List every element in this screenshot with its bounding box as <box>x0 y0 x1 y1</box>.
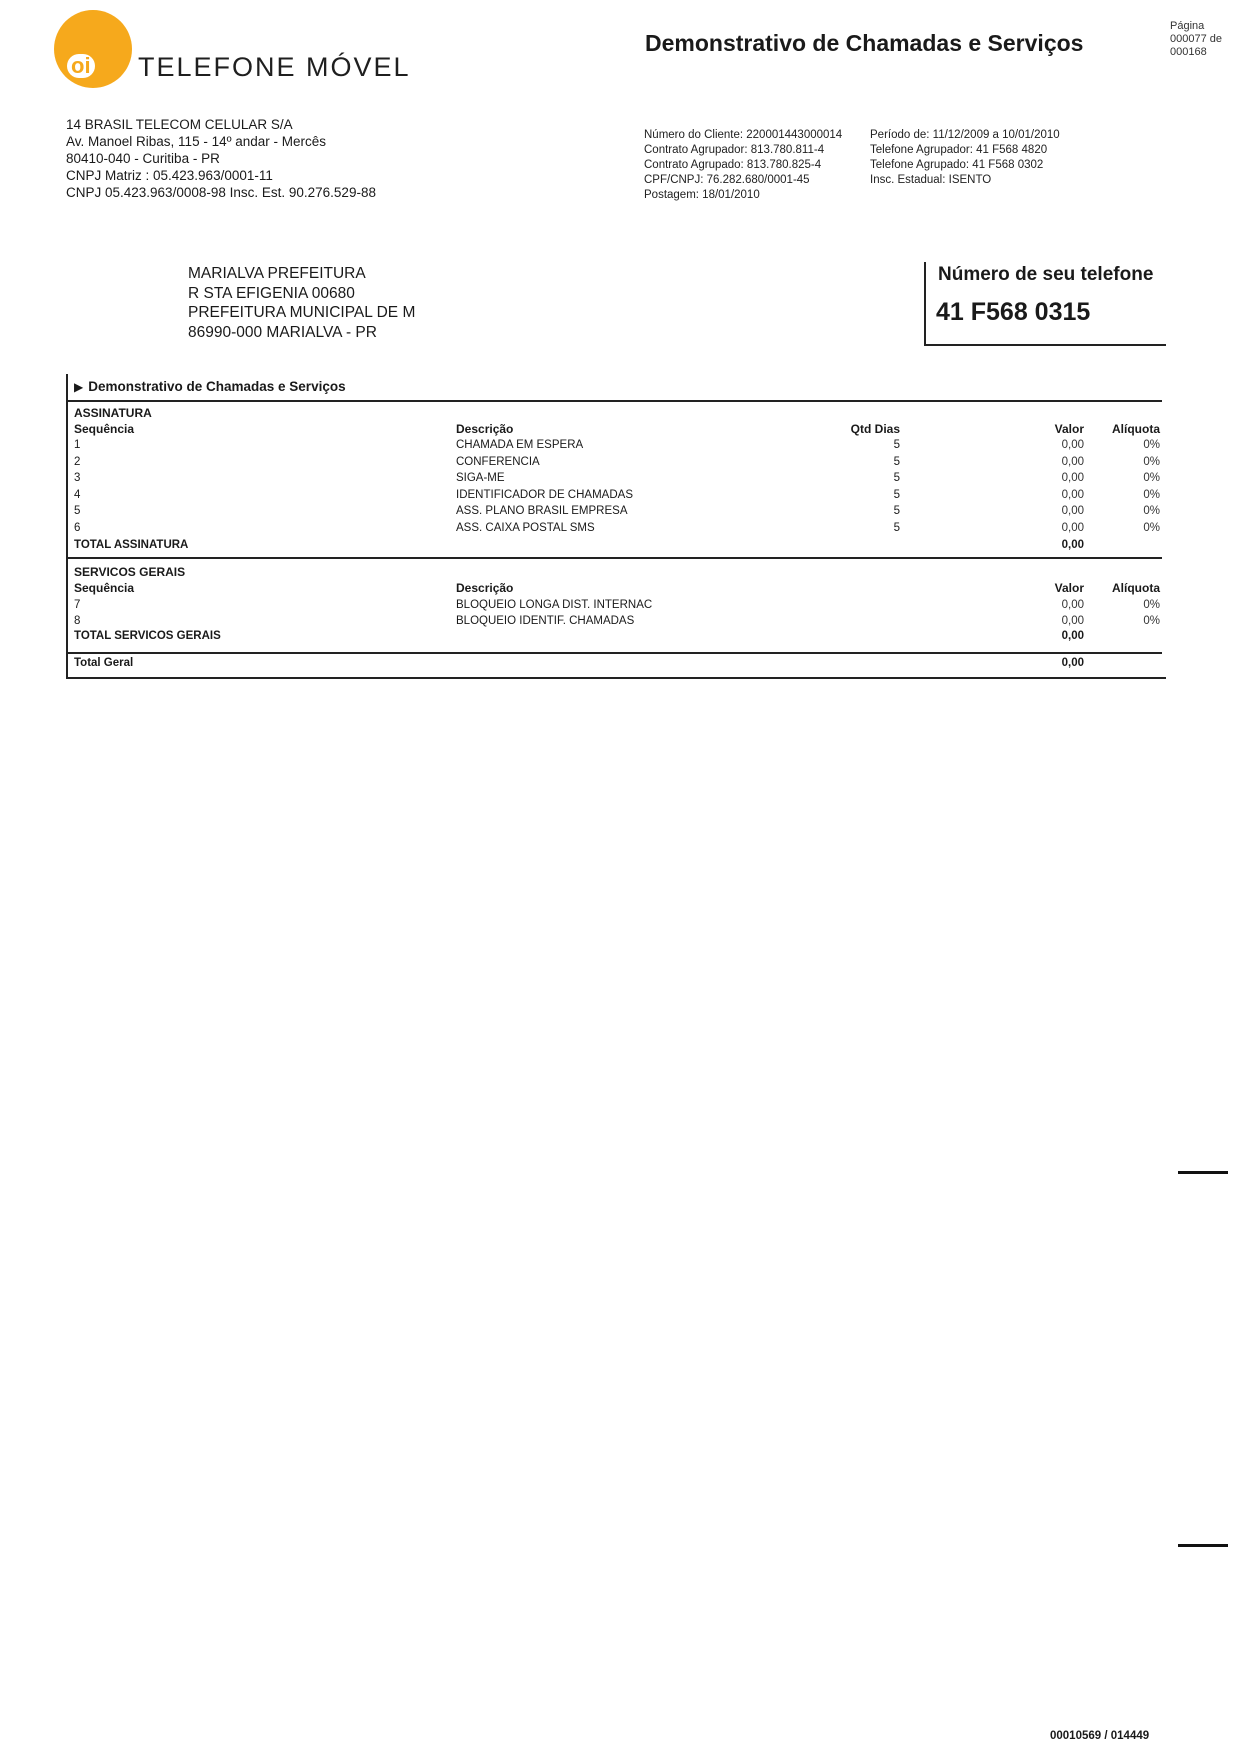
account-line: Postagem: 18/01/2010 <box>644 189 760 201</box>
cell-seq: 4 <box>74 488 81 501</box>
cell-qtd: 5 <box>893 521 900 534</box>
cell-desc: ASS. PLANO BRASIL EMPRESA <box>456 505 628 517</box>
page-line: 000077 de <box>1170 33 1222 45</box>
company-line: CNPJ 05.423.963/0008-98 Insc. Est. 90.276.529-88 <box>66 185 376 200</box>
section-title: SERVICOS GERAIS <box>74 565 186 579</box>
account-line: Telefone Agrupado: 41 F568 0302 <box>870 159 1044 171</box>
registration-mark <box>1178 1544 1228 1547</box>
document-code: 00010569 / 014449 <box>1050 1730 1150 1742</box>
account-line: Contrato Agrupado: 813.780.825-4 <box>644 159 822 171</box>
table-row <box>74 503 1162 519</box>
cell-seq: 7 <box>74 599 81 611</box>
cell-desc: BLOQUEIO LONGA DIST. INTERNAC <box>456 599 653 611</box>
cell-desc: CHAMADA EM ESPERA <box>456 439 584 451</box>
cell-seq: 8 <box>74 615 81 627</box>
table-header-row <box>74 421 1162 437</box>
account-line: CPF/CNPJ: 76.282.680/0001-45 <box>644 174 810 186</box>
cell-valor: 0,00 <box>1061 521 1084 534</box>
cell-seq: 3 <box>74 472 81 484</box>
cell-desc: IDENTIFICADOR DE CHAMADAS <box>456 488 633 501</box>
cell-valor: 0,00 <box>1061 599 1084 611</box>
header-sequencia: Sequência <box>74 581 135 595</box>
recipient-line: R STA EFIGENIA 00680 <box>188 284 355 302</box>
account-info-left <box>644 128 842 203</box>
registration-mark <box>1178 1171 1228 1174</box>
cell-seq: 5 <box>74 505 81 517</box>
cell-aliquota: 0% <box>1143 599 1160 611</box>
phone-number: 41 F568 0315 <box>936 298 1091 326</box>
cell-desc: CONFERENCIA <box>456 455 540 468</box>
recipient-line: MARIALVA PREFEITURA <box>188 265 366 282</box>
cell-aliquota: 0% <box>1143 521 1160 534</box>
total-assinatura-label: TOTAL ASSINATURA <box>74 539 189 551</box>
total-assinatura-value: 0,00 <box>1061 539 1084 551</box>
phone-label: Número de seu telefone <box>938 264 1154 285</box>
statement-heading-label: Demonstrativo de Chamadas e Serviços <box>88 379 346 394</box>
header-aliquota: Alíquota <box>1112 581 1160 595</box>
cell-qtd: 5 <box>893 472 900 484</box>
page-line: 000168 <box>1170 46 1207 58</box>
cell-aliquota: 0% <box>1143 488 1160 501</box>
cell-desc: SIGA-ME <box>456 472 505 484</box>
table-row <box>74 454 1162 470</box>
cell-seq: 2 <box>74 455 81 468</box>
page-line: Página <box>1170 20 1205 32</box>
account-info-right <box>870 128 1060 188</box>
cell-aliquota: 0% <box>1143 472 1160 484</box>
table-row <box>74 597 1162 613</box>
account-line: Insc. Estadual: ISENTO <box>870 174 992 186</box>
cell-desc: BLOQUEIO IDENTIF. CHAMADAS <box>456 615 635 627</box>
cell-aliquota: 0% <box>1143 439 1160 451</box>
logo-text: oi <box>67 54 95 78</box>
page-indicator <box>1170 20 1222 59</box>
section-title-row <box>74 564 1162 580</box>
divider <box>68 652 1162 654</box>
total-row <box>74 537 1162 553</box>
cell-qtd: 5 <box>893 455 900 468</box>
account-line: Número do Cliente: 220001443000014 <box>644 129 843 141</box>
account-line: Período de: 11/12/2009 a 10/01/2010 <box>870 129 1060 141</box>
company-line: CNPJ Matriz : 05.423.963/0001-11 <box>66 168 273 183</box>
recipient-address <box>188 264 415 342</box>
header-aliquota: Alíquota <box>1112 422 1160 436</box>
company-line: 80410-040 - Curitiba - PR <box>66 151 220 166</box>
section-title-row <box>74 405 1162 421</box>
cell-seq: 6 <box>74 521 81 534</box>
table-header-row <box>74 580 1162 596</box>
recipient-line: PREFEITURA MUNICIPAL DE M <box>188 304 416 321</box>
brand-name: TELEFONE MÓVEL <box>138 52 411 82</box>
statement-heading <box>74 379 346 394</box>
cell-aliquota: 0% <box>1143 505 1160 517</box>
table-row <box>74 613 1162 629</box>
cell-aliquota: 0% <box>1143 455 1160 468</box>
oi-logo <box>54 10 132 88</box>
cell-valor: 0,00 <box>1061 615 1084 627</box>
header-descricao: Descrição <box>456 422 514 436</box>
triangle-right-icon: ▶ <box>74 380 84 394</box>
total-servicos-value: 0,00 <box>1061 630 1084 642</box>
header-valor: Valor <box>1054 422 1084 436</box>
cell-valor: 0,00 <box>1061 439 1084 451</box>
document-title: Demonstrativo de Chamadas e Serviços <box>645 30 1084 56</box>
cell-valor: 0,00 <box>1061 505 1084 517</box>
table-row <box>74 470 1162 486</box>
company-line: 14 BRASIL TELECOM CELULAR S/A <box>66 117 293 132</box>
phone-number-box <box>924 262 1166 346</box>
header-descricao: Descrição <box>456 581 514 595</box>
header-valor: Valor <box>1054 581 1084 595</box>
table-row <box>74 487 1162 503</box>
cell-aliquota: 0% <box>1143 615 1160 627</box>
cell-valor: 0,00 <box>1061 488 1084 501</box>
total-row <box>74 628 1162 644</box>
cell-seq: 1 <box>74 439 81 451</box>
company-info <box>66 116 376 201</box>
cell-valor: 0,00 <box>1061 472 1084 484</box>
grand-total-label: Total Geral <box>74 657 134 669</box>
cell-desc: ASS. CAIXA POSTAL SMS <box>456 521 595 534</box>
section-title: ASSINATURA <box>74 406 152 420</box>
recipient-line: 86990-000 MARIALVA - PR <box>188 323 377 341</box>
table-row <box>74 437 1162 453</box>
grand-total-value: 0,00 <box>1061 657 1084 669</box>
cell-qtd: 5 <box>893 488 900 501</box>
cell-valor: 0,00 <box>1061 455 1084 468</box>
account-line: Contrato Agrupador: 813.780.811-4 <box>644 144 825 156</box>
cell-qtd: 5 <box>893 439 900 451</box>
header-sequencia: Sequência <box>74 422 135 436</box>
table-row <box>74 520 1162 536</box>
grand-total-row <box>74 655 1162 671</box>
divider <box>68 400 1162 402</box>
divider <box>68 557 1162 559</box>
account-line: Telefone Agrupador: 41 F568 4820 <box>870 144 1048 156</box>
company-line: Av. Manoel Ribas, 115 - 14º andar - Mercês <box>66 134 327 149</box>
header-qtd-dias: Qtd Dias <box>850 422 900 436</box>
cell-qtd: 5 <box>893 505 900 517</box>
total-servicos-label: TOTAL SERVICOS GERAIS <box>74 630 221 642</box>
